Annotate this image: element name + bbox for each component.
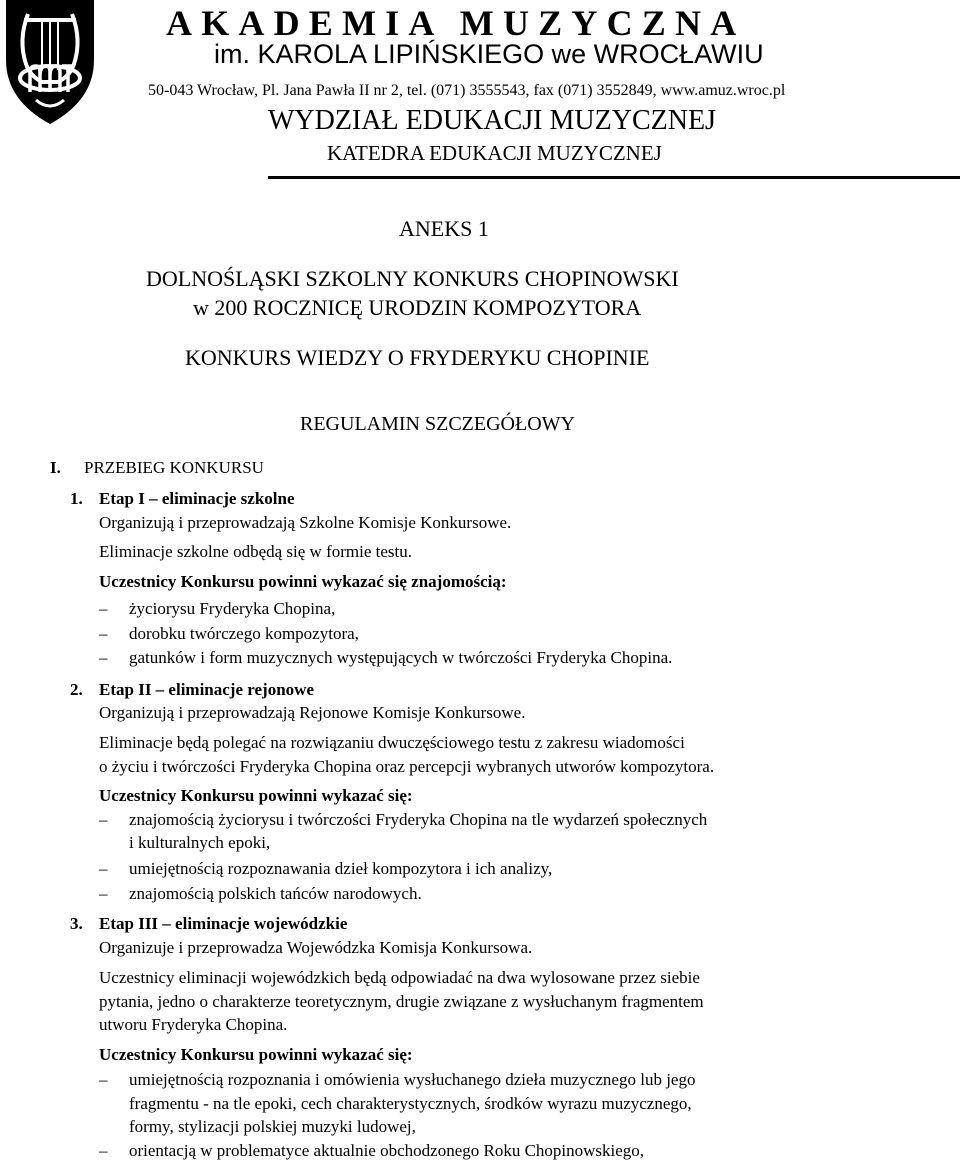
stage2-title: Etap II – eliminacje rejonowe: [99, 680, 314, 699]
list-item-continuation: i kulturalnych epoki,: [129, 833, 271, 852]
academy-name-heading: AKADEMIA MUZYCZNA: [166, 3, 746, 43]
list-item-continuation: fragmentu - na tle epoki, cech charakterystycznych, środków wyrazu muzycznego,: [129, 1094, 692, 1113]
stage3-paragraph: pytania, jedno o charakterze teoretycznym, drugie związane z wysłuchanym fragmentem: [99, 992, 704, 1011]
academy-address: 50-043 Wrocław, Pl. Jana Pawła II nr 2, tel. (071) 3555543, fax (071) 3552849, www.amuz.wroc.pl: [148, 82, 786, 99]
bullet-dash: –: [99, 599, 108, 618]
annex-label: ANEKS 1: [399, 216, 489, 241]
list-item: życiorysu Fryderyka Chopina,: [129, 599, 336, 618]
stage3-requirements: Uczestnicy Konkursu powinni wykazać się:: [99, 1045, 413, 1064]
stage1-paragraph: Organizują i przeprowadzają Szkolne Komisje Konkursowe.: [99, 513, 512, 532]
faculty-name: WYDZIAŁ EDUKACJI MUZYCZNEJ: [268, 105, 716, 136]
stage2-paragraph: Eliminacje będą polegać na rozwiązaniu dwuczęściowego testu z zakresu wiadomości: [99, 733, 685, 752]
stage3-number: 3.: [70, 914, 83, 933]
stage2-paragraph: o życiu i twórczości Fryderyka Chopina oraz percepcji wybranych utworów kompozytora.: [99, 757, 715, 776]
regulations-title: REGULAMIN SZCZEGÓŁOWY: [300, 413, 575, 435]
bullet-dash: –: [99, 624, 108, 643]
stage2-paragraph: Organizują i przeprowadzają Rejonowe Komisje Konkursowe.: [99, 703, 526, 722]
list-item: orientacją w problematyce aktualnie obchodzonego Roku Chopinowskiego,: [129, 1141, 645, 1160]
bullet-dash: –: [99, 859, 108, 878]
list-item: znajomością życiorysu i twórczości Fryderyka Chopina na tle wydarzeń społecznych: [129, 810, 708, 829]
list-item: znajomością polskich tańców narodowych.: [129, 884, 422, 903]
stage1-number: 1.: [70, 489, 83, 508]
section-title: PRZEBIEG KONKURSU: [84, 458, 264, 477]
stage3-paragraph: Organizuje i przeprowadza Wojewódzka Komisja Konkursowa.: [99, 938, 533, 957]
bullet-dash: –: [99, 1070, 108, 1089]
header-divider: [268, 176, 960, 179]
list-item: dorobku twórczego kompozytora,: [129, 624, 359, 643]
department-name: KATEDRA EDUKACJI MUZYCZNEJ: [327, 141, 662, 165]
list-item: umiejętnością rozpoznania i omówienia wysłuchanego dzieła muzycznego lub jego: [129, 1070, 696, 1089]
bullet-dash: –: [99, 884, 108, 903]
list-item: umiejętnością rozpoznawania dzieł kompozytora i ich analizy,: [129, 859, 553, 878]
stage3-paragraph: utworu Fryderyka Chopina.: [99, 1015, 288, 1034]
stage1-paragraph: Eliminacje szkolne odbędą się w formie testu.: [99, 542, 412, 561]
contest-subtitle: KONKURS WIEDZY O FRYDERYKU CHOPINIE: [185, 345, 650, 370]
stage2-number: 2.: [70, 680, 83, 699]
bullet-dash: –: [99, 810, 108, 829]
stage2-requirements: Uczestnicy Konkursu powinni wykazać się:: [99, 786, 413, 805]
stage1-requirements: Uczestnicy Konkursu powinni wykazać się znajomością:: [99, 572, 507, 591]
list-item: gatunków i form muzycznych występujących w twórczości Fryderyka Chopina.: [129, 648, 673, 667]
section-number: I.: [50, 458, 61, 477]
academy-patron: im. KAROLA LIPIŃSKIEGO we WROCŁAWIU: [214, 39, 764, 69]
bullet-dash: –: [99, 648, 108, 667]
list-item-continuation: formy, stylizacji polskiej muzyki ludowej,: [129, 1117, 416, 1136]
stage1-title: Etap I – eliminacje szkolne: [99, 489, 295, 508]
academy-lyre-logo: [0, 0, 100, 126]
stage3-title: Etap III – eliminacje wojewódzkie: [99, 914, 348, 933]
stage3-paragraph: Uczestnicy eliminacji wojewódzkich będą odpowiadać na dwa wylosowane przez siebie: [99, 968, 700, 987]
contest-title-line1: DOLNOŚLĄSKI SZKOLNY KONKURS CHOPINOWSKI: [146, 266, 679, 291]
contest-title-line2: w 200 ROCZNICĘ URODZIN KOMPOZYTORA: [193, 295, 642, 320]
bullet-dash: –: [99, 1141, 108, 1160]
